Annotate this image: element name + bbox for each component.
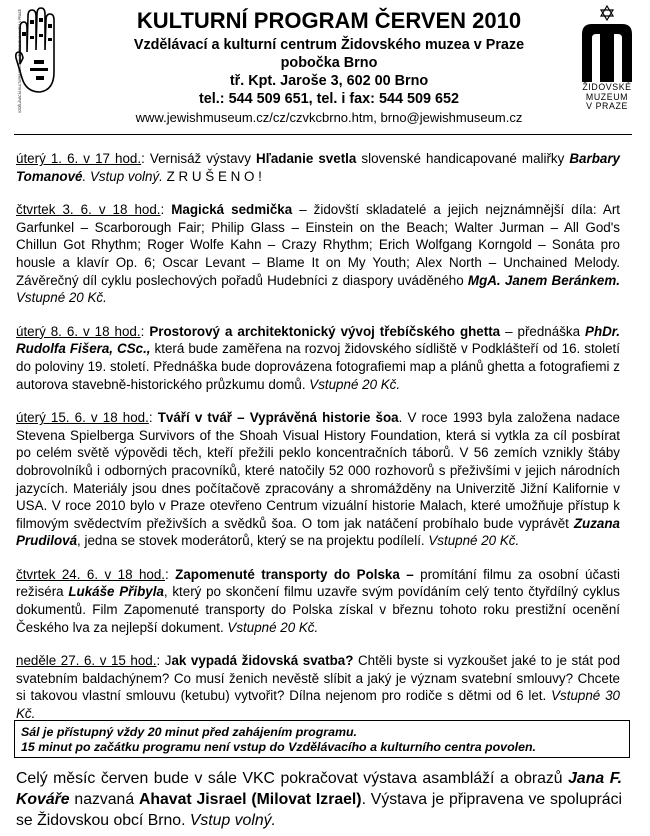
hand-logo-icon <box>14 6 60 114</box>
notice-line-2: 15 minut po začátku programu není vstup do Vzdělávacího a kulturního centra povolen. <box>21 740 536 754</box>
notice-line-1: Sál je přístupný vždy 20 minut před zahájením programu. <box>21 725 357 739</box>
event-6: neděle 27. 6. v 15 hod.: Jak vypadá židovská svatba? Chtěli byste si vyzkoušet jaké to je stát pod svatebním baldachýnem? Co musí ženich nevěstě slíbit a jaký je význam svatební smlouvy? Chcete si takovou vlastní smlouvu (ketubu) vytvořit? Dílna nejenom pro rodiče s dětmi od 6 let. Vstupné 30 Kč. <box>16 653 621 722</box>
event-1: úterý 1. 6. v 17 hod.: Vernisáž výstavy Hľadanie svetla slovenské handicapované maliřky Barbary Tomanové. Vstup volný. Z R U Š E N O ! <box>16 151 621 184</box>
event-date: úterý 8. 6. v 18 hod. <box>16 323 141 339</box>
museum-logo <box>574 4 640 120</box>
event-cancelled: Z R U Š E N O ! <box>162 168 262 184</box>
museum-logo-line-2: MUZEUM <box>585 91 629 102</box>
closing-paragraph: Celý měsíc červen bude v sále VKC pokračovat výstava asambláží a obrazů Jana F. Kováře nazvaná Ahavat Jisrael (Milovat Izrael). Výstava je připravena ve spolupráci se Židovskou obcí Brno. Vstup volný. <box>16 770 622 829</box>
event-title: ak vypadá židovská svatba? <box>171 653 354 669</box>
event-date: čtvrtek 3. 6. v 18 hod. <box>16 202 161 218</box>
event-date: neděle 27. 6. v 15 hod. <box>16 653 157 669</box>
event-date: čtvrtek 24. 6. v 18 hod. <box>16 566 166 582</box>
closing-exhibition-title: Ahavat Jisrael (Milovat Izrael) <box>138 791 362 808</box>
event-entry: Vstup volný. <box>89 168 163 184</box>
event-title: Prostorový a architektonický vývoj třebíčského ghetta <box>149 323 501 339</box>
header-line-2: pobočka Brno <box>280 55 378 71</box>
events-list <box>16 150 620 739</box>
hand-logo <box>14 6 60 114</box>
event-person: MgA. Janem Beránkem. <box>467 272 621 288</box>
event-entry: Vstupné 20 Kč. <box>227 619 319 635</box>
notice-box <box>14 720 630 758</box>
museum-logo-line-3: V PRAZE <box>586 101 628 111</box>
event-title: Tváří v tvář – Vyprávěná historie šoa <box>157 410 399 426</box>
event-person: PhDr. Rudolfa Fišera, CSc., <box>16 323 620 357</box>
event-date: úterý 1. 6. v 17 hod. <box>16 151 142 166</box>
closing-entry: Vstup volný. <box>189 812 276 829</box>
hand-logo-text: VZDĚLÁVACÍ A KULTURNÍ CENTRUM ŽIDOVSKÉHO MUZEA V PRAZE <box>18 9 22 113</box>
event-entry: Vstupné 20 Kč. <box>428 533 520 549</box>
header-web: www.jewishmuseum.cz/cz/czvkcbrno.htm, brno@jewishmuseum.cz <box>135 110 523 125</box>
page-title: KULTURNÍ PROGRAM ČERVEN 2010 <box>136 8 522 33</box>
event-entry: Vstupné 20 Kč. <box>16 290 107 306</box>
event-5: čtvrtek 24. 6. v 18 hod.: Zapomenuté transporty do Polska – promítání filmu za osobní účasti režiséra Lukáše Přibyla, který po skončení filmu uzavře svým povídáním celý tento čtyřdílný cyklus dokumentů. Film Zapomenuté transporty do Polska získal v březnu tohoto roku prestižní ocenění Českého lva za nejlepší dokument. Vstupné 20 Kč. <box>16 566 621 635</box>
header-line-1: Vzdělávací a kulturní centrum Židovského muzea v Praze <box>133 37 525 53</box>
event-entry: Vstupné 20 Kč. <box>309 376 401 392</box>
event-3: úterý 8. 6. v 18 hod.: Prostorový a architektonický vývoj třebíčského ghetta – přednáška PhDr. Rudolfa Fišera, CSc., která bude zaměřena na rozvoj židovského sídliště v Podklášteří od 16. století do poloviny 19. století. Přednáška bude doprovázena fotografiemi map a plánů ghetta a fotografiemi z autorova stavebně-historického průzkumu domů. Vstupné 20 Kč. <box>16 323 620 392</box>
event-person: Barbary Tomanové <box>16 151 621 184</box>
star-of-david-icon <box>574 4 640 82</box>
event-person: Lukáše Přibyla <box>68 584 164 600</box>
header <box>94 6 564 127</box>
event-title: Zapomenuté transporty do Polska – <box>175 566 414 582</box>
closing-artist: Jana F. Kováře <box>16 770 622 808</box>
header-address: tř. Kpt. Jaroše 3, 602 00 Brno <box>229 73 429 89</box>
header-phone: tel.: 544 509 651, tel. i fax: 544 509 652 <box>198 91 459 107</box>
event-entry: Vstupné 30 Kč. <box>16 688 620 722</box>
event-title: Magická sedmička <box>171 202 293 218</box>
event-2: čtvrtek 3. 6. v 18 hod.: Magická sedmička – židovští skladatelé a jejich nejznámnější díla: Art Garfunkel – Scarborough Fair; Philip Glass – Einstein on the Beach; Walter Jurman – All God's Chillun Got Rhythm; Roger Wolfe Kahn – Crazy Rhythm; Erich Wolfgang Korngold – Sonáta pro housle a klavír Op. 6; Oscar Levant – Blame It on My Youth; Alex North – Unchained Melody. Závěrečný díl cyklu poslechových pořadů Hudebníci z diaspory uváděného MgA. Janem Beránkem. Vstupné 20 Kč. <box>16 202 621 306</box>
event-date: úterý 15. 6. v 18 hod. <box>16 410 149 426</box>
event-title: Hľadanie svetla <box>256 151 357 166</box>
museum-logo-line-1: ŽIDOVSKÉ <box>582 82 632 92</box>
header-divider <box>14 134 632 135</box>
event-4: úterý 15. 6. v 18 hod.: Tváří v tvář – Vyprávěná historie šoa. V roce 1993 byla založena nadace Stevena Spielberga Survivors of the Shoah Visual History Foundation, která si vytkla za cíl posbírat po celém světě výpovědi těch, kteří přežili peklo koncentračních táborů. V 56 zemích vznikly štáby dobrovolníků i odborných pracovníků, které natočily 52 000 rozhovorů s přeživšími v jejich národních jazycích. Materiály jsou dnes počítačově zpracovány a shromážděny na Univerzitě Jižní Kalifornie v USA. V roce 2010 bylo v Praze otevřeno Centrum vizuální historie Malach, které umožňuje přístup k filmovým svědectvím přeživších a svědků šoa. O tom jak natáčení probíhalo bude vyprávět Zuzana Prudilová, jedna se stovek moderátorů, který se na projektu podílelí. Vstupné 20 Kč. <box>16 410 620 549</box>
event-person: Zuzana Prudilová <box>16 515 620 549</box>
